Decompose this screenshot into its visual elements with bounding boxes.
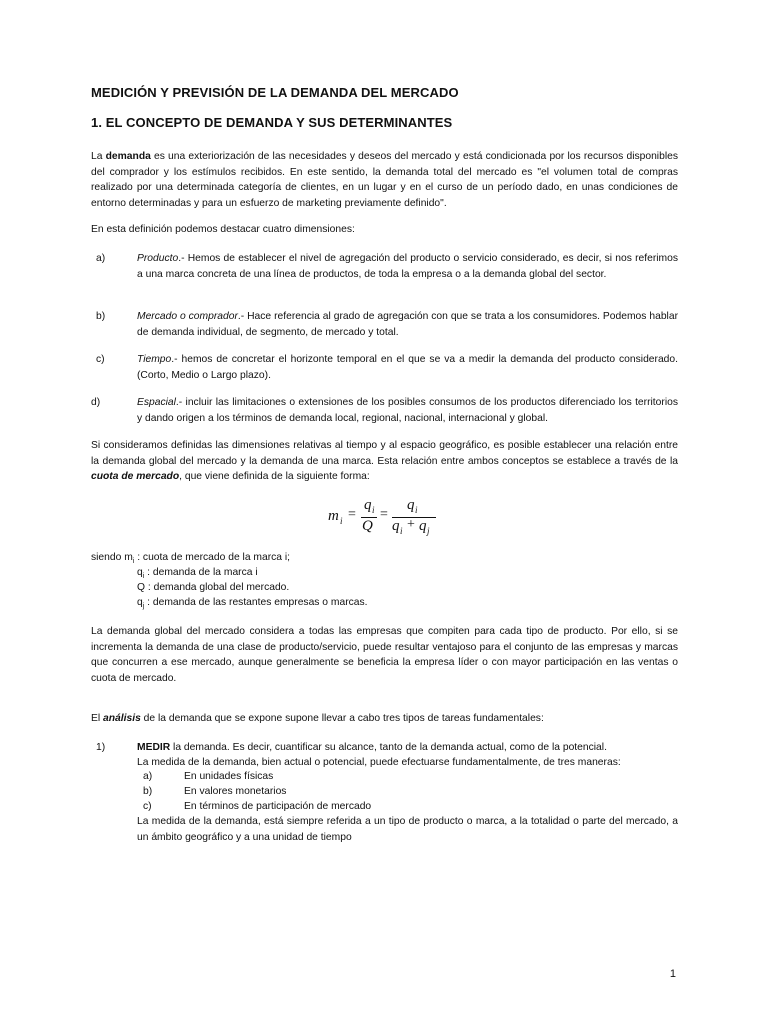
where-item-qi-sym: q: [137, 567, 143, 578]
task1-term: MEDIR: [137, 742, 171, 753]
dimension-b-body: .- Hace referencia al grado de agregación con que se trata a los consumidores. Podemos hablar de demanda individual, de segmento, de mercado y total.: [137, 311, 678, 338]
task1-label: 1): [96, 742, 106, 753]
document-title: MEDICIÓN Y PREVISIÓN DE LA DEMANDA DEL MERCADO: [91, 85, 459, 100]
where-item-qi-sub: i: [142, 573, 145, 581]
task1-option-c-label: c): [143, 801, 152, 812]
dimension-a-term: Producto: [137, 253, 179, 264]
intro-paragraph: [91, 149, 678, 211]
section-heading: 1. EL CONCEPTO DE DEMANDA Y SUS DETERMINANTES: [91, 115, 453, 130]
formula-plus: +: [407, 517, 415, 532]
analysis-pre: El: [91, 713, 104, 724]
dimension-b-text: [137, 309, 678, 340]
formula-den-b: q: [419, 518, 427, 534]
formula-den-a: q: [392, 518, 400, 534]
dimension-c-text: [137, 352, 678, 383]
intro-pre: La: [91, 151, 106, 162]
analysis-post: de la demanda que se expone supone llevar a cabo tres tipos de tareas fundamentales:: [140, 713, 544, 724]
task1-option-a-text: En unidades físicas: [184, 771, 274, 782]
dimension-a-text: [137, 251, 678, 282]
formula-Q: Q: [362, 518, 373, 534]
dimension-c-term: Tiempo: [137, 354, 172, 365]
where-item-qj-sym: q: [137, 597, 143, 608]
dimension-d-text: [137, 395, 678, 426]
formula-q-sub: i: [372, 505, 375, 515]
relation-pre: Si consideramos definidas las dimensiones relativas al tiempo y al espacio geográfico, es posible establecer una relación entre la demanda global del mercado y la demanda de una marca. Esta relación entre ambos conceptos se establece a través de la: [91, 440, 678, 467]
where-item-qj-sub: j: [142, 603, 145, 611]
task1-line2: La medida de la demanda, bien actual o potencial, puede efectuarse fundamentalmente, de tres maneras:: [137, 757, 621, 768]
dimension-a-body: .- Hemos de establecer el nivel de agregación del producto o servicio considerado, es decir, si nos referimos a una marca concreta de una línea de productos, de toda la empresa o a la demanda global del sector.: [137, 253, 678, 280]
where-first-sub: i: [132, 558, 135, 566]
relation-term: cuota de mercado: [91, 471, 180, 482]
formula-eq2: =: [380, 507, 388, 522]
dimensions-intro: En esta definición podemos destacar cuatro dimensiones:: [91, 224, 355, 235]
intro-post: es una exteriorización de las necesidades y deseos del mercado y está condicionada por los recursos disponibles del comprador y los estímulos recibidos. En este sentido, la demanda total del mercado es "el volumen total de compras realizado por una determinada categoría de clientes, en un lugar y en el curso de un período dado, en unas condiciones de entorno determinadas y para un esfuerzo de marketing previamente definido".: [91, 151, 678, 209]
dimension-a-label: a): [96, 253, 106, 264]
where-item-Q-text: : demanda global del mercado.: [145, 582, 290, 593]
task1-option-b-text: En valores monetarios: [184, 786, 287, 797]
where-item-qj-text: : demanda de las restantes empresas o marcas.: [144, 597, 368, 608]
task1-post: la demanda. Es decir, cuantificar su alcance, tanto de la demanda actual, como de la potencial.: [170, 742, 607, 753]
where-first-pre: siendo m: [91, 552, 133, 563]
formula-q: q: [364, 497, 372, 513]
relation-post: , que viene definida de la siguiente forma:: [179, 471, 370, 482]
dimension-b-label: b): [96, 311, 106, 322]
formula-q2-sub: i: [415, 505, 418, 515]
task1-option-a-label: a): [143, 771, 153, 782]
market-share-formula: [322, 497, 462, 541]
page-number: 1: [669, 968, 676, 980]
task1-closing: La medida de la demanda, está siempre referida a un tipo de producto o marca, a la totalidad o parte del mercado, a un ámbito geográfico y a una unidad de tiempo: [137, 816, 678, 843]
formula-m-sub: i: [340, 516, 343, 526]
formula-eq1: =: [348, 507, 356, 522]
formula-den-b-sub: j: [427, 526, 430, 536]
analysis-term: análisis: [103, 713, 141, 724]
intro-term: demanda: [105, 151, 151, 162]
formula-m: m: [328, 508, 339, 524]
task1-option-b-label: b): [143, 786, 153, 797]
formula-q2: q: [407, 497, 415, 513]
dimension-d-term: Espacial: [137, 397, 176, 408]
dimension-c-label: c): [96, 354, 105, 365]
dimension-c-body: .- hemos de concretar el horizonte temporal en el que se va a medir la demanda del producto considerado. (Corto, Medio o Largo plazo).: [137, 354, 678, 381]
relation-paragraph: [91, 438, 678, 485]
where-item-qj: [137, 595, 368, 615]
dimension-d-body: .- incluir las limitaciones o extensiones de los posibles consumos de los productos diferenciado los territorios y dando origen a los términos de demanda local, regional, nacional, internacional y global.: [137, 397, 678, 424]
formula-den-a-sub: i: [400, 526, 403, 536]
analysis-paragraph: [91, 711, 678, 727]
where-item-qi-text: : demanda de la marca i: [144, 567, 258, 578]
global-demand-paragraph: La demanda global del mercado considera a todas las empresas que compiten para cada tipo de producto. Por ello, si se incrementa la demanda de una clase de producto/servicio, puede resultar ventajoso para el conjunto de las empresas y marcas que concurren a ese mercado, aunque generalmente se beneficia la empresa líder o con mayor participación en las ventas o cuota de mercado.: [91, 626, 678, 684]
dimension-d-label: d): [91, 397, 101, 408]
dimension-b-term: Mercado o comprador: [137, 311, 238, 322]
where-item-Q: [137, 580, 289, 596]
where-first-post: : cuota de mercado de la marca i;: [134, 552, 291, 563]
where-item-Q-sym: Q: [137, 582, 146, 593]
task1-line1: [137, 740, 678, 756]
task1-option-c-text: En términos de participación de mercado: [184, 801, 372, 812]
